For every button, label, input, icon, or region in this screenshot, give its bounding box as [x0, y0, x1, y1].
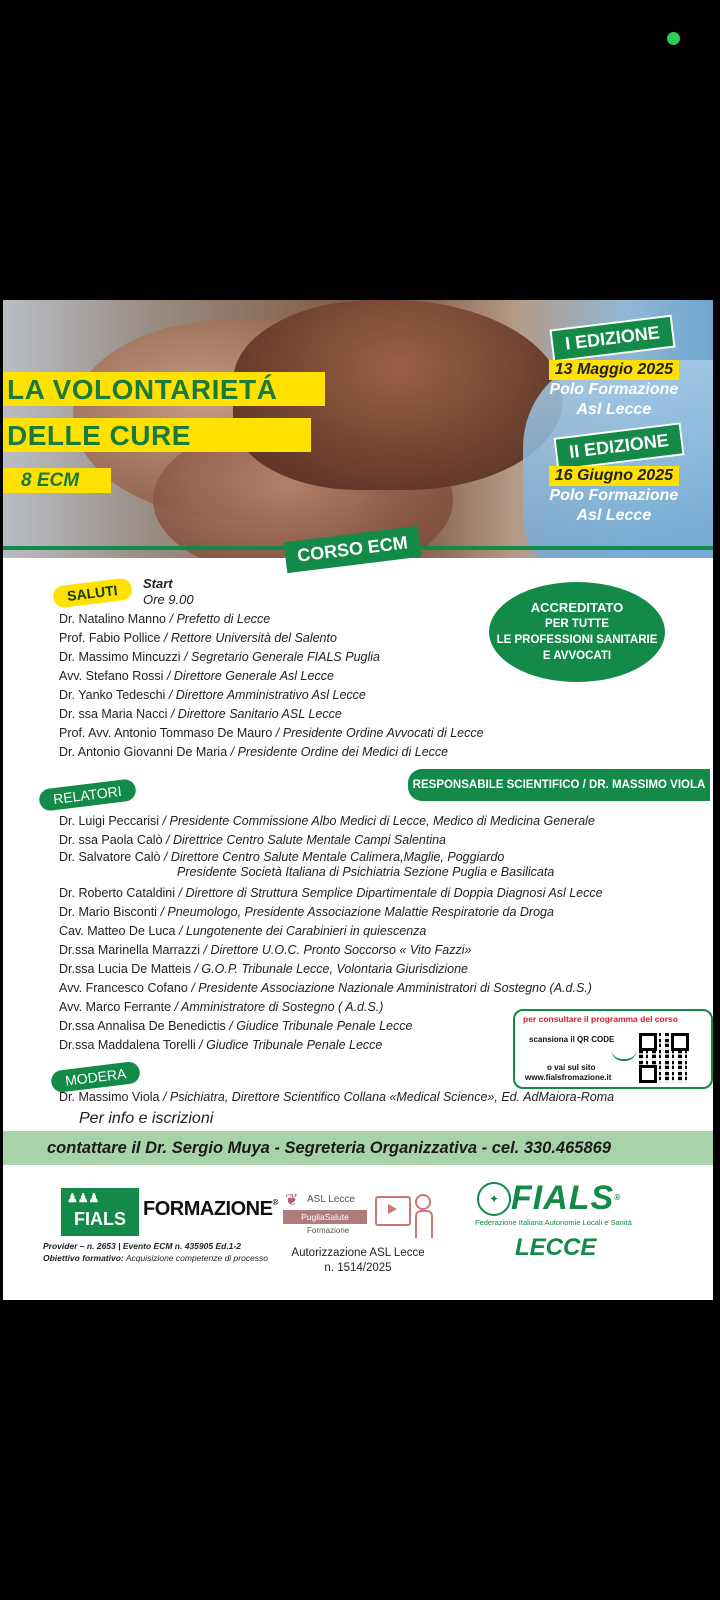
person-role: / Direttore di Struttura Semplice Dipartimentale di Doppia Diagnosi Asl Lecce: [178, 886, 603, 900]
person-name: Dr. ssa Paola Calò: [59, 833, 163, 847]
list-item: [59, 941, 603, 960]
accreditato-badge: [489, 582, 665, 682]
asl-name: ASL Lecce: [307, 1194, 355, 1205]
edition-2-place: Polo Formazione: [549, 487, 679, 504]
fials-logo-box: [61, 1188, 139, 1236]
person-name: Avv. Stefano Rossi: [59, 669, 164, 683]
list-item: [59, 884, 603, 903]
provider-text: Provider – n. 2653 | Evento ECM n. 435905 Ed.1-2: [43, 1241, 241, 1251]
list-item-continuation: [59, 865, 603, 884]
edition-1-info: [549, 360, 679, 420]
person-name: Dr. Antonio Giovanni De Maria: [59, 745, 228, 759]
person-name: Dr. Luigi Peccarisi: [59, 814, 160, 828]
list-item: [59, 724, 484, 743]
autorizzazione: [273, 1246, 443, 1276]
person-name: Cav. Matteo De Luca: [59, 924, 176, 938]
qr-box: [513, 1009, 713, 1089]
person-role: / G.O.P. Tribunale Lecce, Volontaria Giurisdizione: [194, 962, 469, 976]
edition-2-info: [549, 466, 679, 526]
person-role: / Segretario Generale FIALS Puglia: [184, 650, 380, 664]
person-role: / Giudice Tribunale Penale Lecce: [229, 1019, 413, 1033]
fials-subtitle: Federazione Italiana Autonomie Locali e Sanità: [475, 1218, 632, 1227]
event-flyer: [3, 300, 713, 1300]
list-item: [59, 648, 484, 667]
saluti-list: [59, 610, 484, 762]
responsabile-banner: RESPONSABILE SCIENTIFICO / DR. MASSIMO VIOLA: [408, 769, 710, 801]
asl-lecce-logo: [283, 1190, 448, 1250]
person-name: Dr. Natalino Manno: [59, 612, 167, 626]
accreditato-line: E AVVOCATI: [542, 650, 612, 662]
person-role: / Psichiatra, Direttore Scientifico Collana «Medical Science», Ed. AdMaiora-Roma: [162, 1090, 615, 1104]
relatori-label: RELATORI: [38, 778, 137, 812]
person-role: / Lungotenente dei Carabinieri in quiescenza: [178, 924, 427, 938]
contact-band: contattare il Dr. Sergio Muya - Segreteria Organizzativa - cel. 330.465869: [3, 1131, 713, 1165]
person-role: / Prefetto di Lecce: [169, 612, 271, 626]
person-name: Dr.ssa Marinella Marrazzi: [59, 943, 201, 957]
title-line-1: LA VOLONTARIETÁ: [3, 372, 325, 406]
edition-2-place-2: Asl Lecce: [576, 507, 652, 524]
accreditato-line: LE PROFESSIONI SANITARIE: [496, 634, 658, 646]
list-item: [59, 850, 603, 865]
status-dot: [667, 32, 680, 45]
qr-site-link[interactable]: www.fialsfromazione.it: [525, 1073, 612, 1082]
obiettivo-label: Obiettivo formativo:: [43, 1253, 124, 1263]
person-name: Dr. Massimo Viola: [59, 1090, 160, 1104]
puglia-salute-label: PugliaSalute: [283, 1210, 367, 1224]
person-role: / Direttrice Centro Salute Mentale Campi Salentina: [166, 833, 447, 847]
person-role: / Rettore Università del Salento: [163, 631, 337, 645]
tree-icon: ❦: [285, 1192, 299, 1209]
person-name: Dr. Yanko Tedeschi: [59, 688, 166, 702]
person-icon: [415, 1194, 431, 1210]
modera-label: MODERA: [50, 1061, 141, 1094]
person-name: Dr. Roberto Cataldini: [59, 886, 176, 900]
person-role: / Pneumologo, Presidente Associazione Malattie Respiratorie da Droga: [160, 905, 554, 919]
corso-ecm-badge: CORSO ECM: [284, 526, 422, 573]
person-role: / Presidente Ordine dei Medici di Lecce: [230, 745, 449, 759]
person-body-icon: [415, 1210, 433, 1238]
list-item: [59, 743, 484, 762]
fials-word: FIALS: [511, 1179, 615, 1217]
saluti-label: SALUTI: [52, 577, 133, 608]
list-item: [59, 903, 603, 922]
list-item: [59, 1088, 614, 1107]
person-role: / Presidente Associazione Nazionale Amministratori di Sostegno (A.d.S.): [191, 981, 592, 995]
edition-1-date: 13 Maggio 2025: [549, 360, 679, 380]
list-item: [59, 979, 603, 998]
list-item: [59, 812, 603, 831]
qr-finder: [671, 1033, 689, 1051]
formazione-text: [143, 1198, 278, 1221]
person-name: Dr.ssa Lucia De Matteis: [59, 962, 191, 976]
fials-box-text: FIALS: [74, 1209, 126, 1229]
accreditato-title: ACCREDITATO: [530, 600, 624, 615]
edition-1-place: Polo Formazione: [549, 381, 679, 398]
start-info: [143, 576, 194, 608]
person-name: Dr. Salvatore Calò: [59, 850, 161, 864]
person-role: / Giudice Tribunale Penale Lecce: [199, 1038, 383, 1052]
lecce-text: LECCE: [515, 1234, 597, 1261]
person-name: Dr. ssa Maria Nacci: [59, 707, 168, 721]
person-role: / Amministratore di Sostegno ( A.d.S.): [174, 1000, 384, 1014]
list-item: [59, 831, 603, 850]
qr-header: per consultare il programma del corso: [523, 1014, 678, 1024]
edition-1-place-2: Asl Lecce: [576, 401, 652, 418]
person-name: Dr.ssa Annalisa De Benedictis: [59, 1019, 226, 1033]
qr-code-icon[interactable]: [639, 1033, 689, 1083]
fials-wordmark: [511, 1180, 621, 1216]
list-item: [59, 960, 603, 979]
registered-icon: ®: [272, 1198, 278, 1207]
person-name: Avv. Francesco Cofano: [59, 981, 188, 995]
edition-2-date: 16 Giugno 2025: [549, 466, 679, 486]
provider-info: [43, 1240, 268, 1264]
person-name: Dr.ssa Maddalena Torelli: [59, 1038, 196, 1052]
hero-banner: [3, 300, 713, 558]
person-role: / Direttore U.O.C. Pronto Soccorso « Vito Fazzi»: [203, 943, 472, 957]
list-item: [59, 922, 603, 941]
start-time: Ore 9.00: [143, 592, 194, 607]
qr-scan-text: scansiona il QR CODE: [529, 1035, 615, 1044]
qr-or-text: o vai sul sito: [547, 1063, 596, 1072]
person-name: Dr. Massimo Mincuzzi: [59, 650, 181, 664]
obiettivo-text: Acquisizione competenze di processo: [125, 1253, 269, 1263]
list-item: [59, 629, 484, 648]
ecm-credits: 8 ECM: [3, 468, 111, 493]
qr-finder: [639, 1033, 657, 1051]
title-line-2: DELLE CURE: [3, 418, 311, 452]
autorizzazione-line-1: Autorizzazione ASL Lecce: [291, 1247, 425, 1259]
asl-formazione: Formazione: [307, 1226, 350, 1235]
play-icon: [388, 1204, 397, 1214]
list-item: [59, 686, 484, 705]
person-name: Prof. Fabio Pollice: [59, 631, 161, 645]
accreditato-line: PER TUTTE: [545, 618, 609, 630]
edition-1-badge: I EDIZIONE: [549, 315, 675, 363]
edition-2-badge: II EDIZIONE: [553, 422, 684, 470]
person-role: / Direttore Sanitario ASL Lecce: [170, 707, 342, 721]
formazione-word: FORMAZIONE: [143, 1198, 273, 1220]
person-role: / Direttore Amministrativo Asl Lecce: [168, 688, 366, 702]
person-role: / Direttore Generale Asl Lecce: [166, 669, 334, 683]
fials-formazione-logo: [61, 1188, 278, 1236]
registered-icon: ®: [614, 1193, 622, 1202]
person-name: Avv. Marco Ferrante: [59, 1000, 172, 1014]
qr-finder: [639, 1065, 657, 1083]
list-item: [59, 610, 484, 629]
person-role: / Direttore Centro Salute Mentale Calimera,Maglie, Poggiardo: [163, 850, 505, 864]
person-role: / Presidente Commissione Albo Medici di Lecce, Medico di Medicina Generale: [162, 814, 595, 828]
autorizzazione-line-2: n. 1514/2025: [324, 1262, 392, 1274]
person-role: / Presidente Ordine Avvocati di Lecce: [275, 726, 484, 740]
fials-lecce-logo: [475, 1180, 665, 1270]
list-item: [59, 667, 484, 686]
fials-emblem-icon: ✦: [477, 1182, 511, 1216]
person-role: Presidente Società Italiana di Psichiatria Sezione Puglia e Basilicata: [177, 865, 555, 879]
info-heading: Per info e iscrizioni: [79, 1110, 214, 1127]
arrow-icon: [611, 1049, 637, 1061]
person-name: Prof. Avv. Antonio Tommaso De Mauro: [59, 726, 273, 740]
person-name: Dr. Mario Bisconti: [59, 905, 157, 919]
list-item: [59, 705, 484, 724]
start-label: Start: [143, 576, 173, 591]
people-icon: ♟♟♟: [67, 1191, 100, 1205]
modera-list: [59, 1088, 614, 1107]
